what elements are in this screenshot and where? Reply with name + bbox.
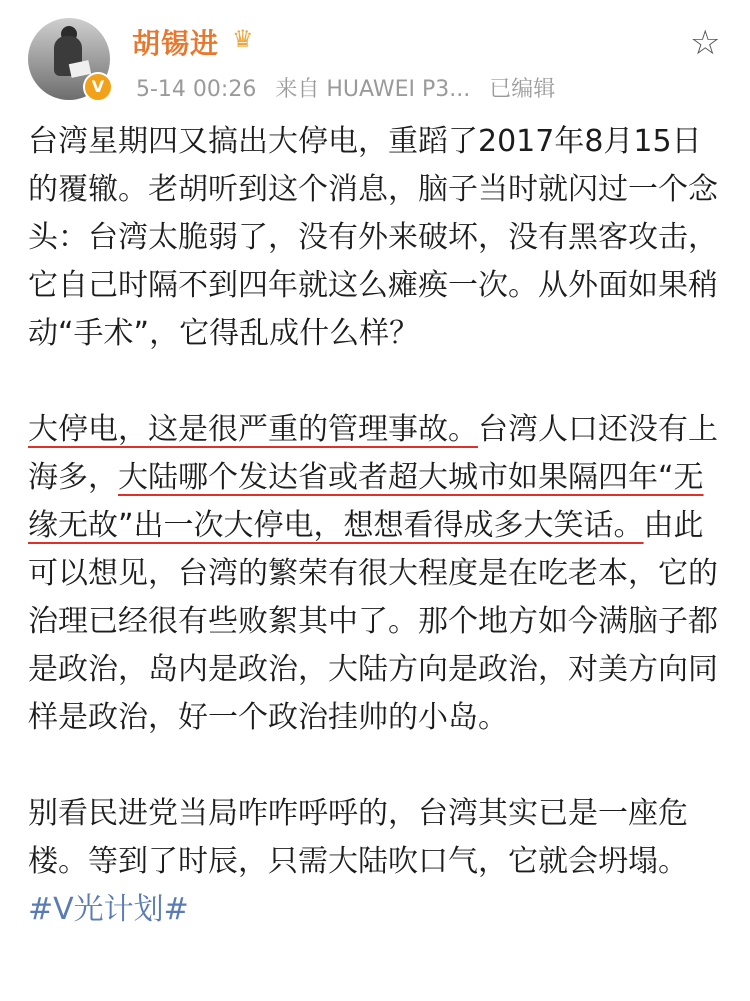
verified-icon: V: [83, 72, 113, 102]
paragraph-2: [28, 406, 728, 742]
paragraph-2-text-2: 由此可以想见，台湾的繁荣有很大程度是在吃老本，它的治理已经很有些败絮其中了。那个地方如今满脑子都是政治，岛内是政治，大陆方向是政治，对美方向同样是政治，好一个政治挂帅的小岛。: [28, 508, 718, 735]
post-header: [0, 0, 750, 120]
paragraph-3: [28, 790, 728, 934]
author-name[interactable]: 胡锡进: [132, 27, 220, 60]
underlined-text-2: 大陆哪个发达省或者超大城市如果隔四年“无缘无故”出一次大停电，想想看得成多大笑话。: [28, 460, 704, 543]
crown-icon: ♛: [232, 25, 254, 53]
paragraph-2-text-1: 台湾人口还没有上海多，: [28, 412, 718, 495]
paragraph-1: 台湾星期四又搞出大停电，重蹈了2017年8月15日的覆辙。老胡听到这个消息，脑子当时就闪过一个念头：台湾太脆弱了，没有外来破坏，没有黑客攻击，它自己时隔不到四年就这么瘫痪一次。从外面如果稍动“手术”，它得乱成什么样？: [28, 124, 718, 351]
post-meta: [136, 72, 567, 103]
hashtag-link[interactable]: #V光计划#: [28, 892, 189, 927]
underlined-text-1: 大停电，这是很严重的管理事故。: [28, 412, 478, 447]
paragraph-3-text: 别看民进党当局咋咋呼呼的，台湾其实已是一座危楼。等到了时辰，只需大陆吹口气，它就会坍塌。: [28, 796, 688, 879]
post-source[interactable]: 来自 HUAWEI P3...: [275, 77, 471, 102]
post-time: 5-14 00:26: [136, 77, 257, 102]
post-body: [28, 118, 728, 934]
star-icon[interactable]: ☆: [690, 23, 721, 63]
edited-label[interactable]: 已编辑: [489, 77, 556, 102]
